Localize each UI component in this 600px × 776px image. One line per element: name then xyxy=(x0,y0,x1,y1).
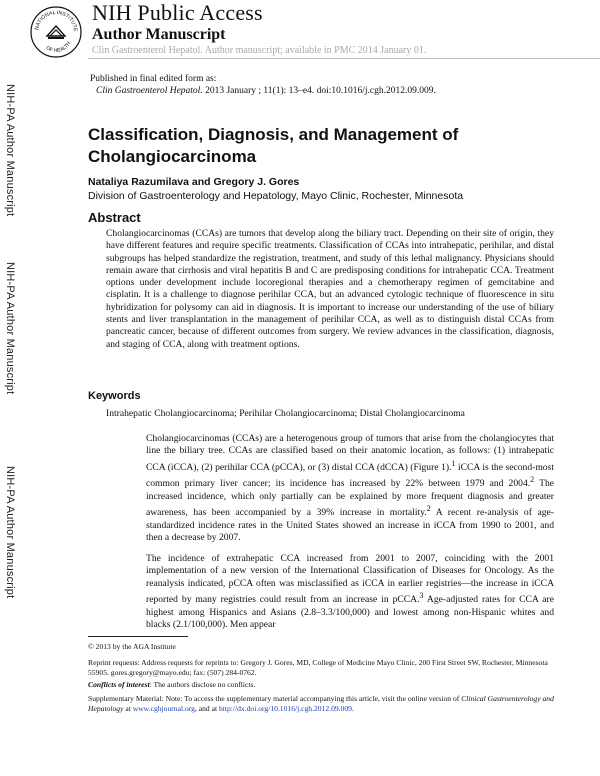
doi-link[interactable]: http://dx.doi.org/10.1016/j.cgh.2012.09.009 xyxy=(218,703,352,713)
reference-marker[interactable]: 2 xyxy=(426,504,431,514)
abstract-text: Cholangiocarcinomas (CCAs) are tumors that develop along the biliary tract. Depending on their site of origin, they have different features and require specific treatments. Classification of CCAs into intrahepatic, perihilar, and distal subgroups has helped standardize the registration, treatment, and study of this lethal malignancy. Physicians should remain aware that cirrhosis and viral hepatitis B and C are predisposing conditions for intrahepatic CCA. Treatment options under development include locoregional therapies and a chemotherapy regimen of gemcitabine and cisplatin. It is a challenge to diagnose perihilar CCA, but an advanced cytologic technique of fluorescence in situ hybridization for polysomy can aid in diagnosis. It is important to increase our understanding of the use of biliary stents and liver transplantation in the management of perihilar CCA, as well as to distinguish distal CCAs from pancreatic cancer, because of different outcomes from surgery. We review advances in the classification, diagnosis, and staging of CCA, along with treatment options. xyxy=(106,228,554,350)
citation-details: 2013 January ; 11(1): 13–e4. doi:10.1016/j.cgh.2012.09.009. xyxy=(202,86,436,96)
logo-text-top: NATIONAL INSTITUTE xyxy=(34,9,79,32)
side-label-bottom: NIH-PA Author Manuscript xyxy=(4,466,16,599)
nih-public-access-title: NIH Public Access xyxy=(92,0,263,25)
reference-marker[interactable]: 1 xyxy=(451,458,456,468)
logo-text-bottom: OF HEALTH xyxy=(44,40,73,55)
copyright-note: © 2013 by the AGA Institute xyxy=(88,642,176,651)
citation-line xyxy=(96,86,436,96)
author-manuscript-subtitle: Author Manuscript xyxy=(92,26,226,43)
conflicts-note: Conflicts of interest: The authors disclose no conflicts. xyxy=(88,680,256,689)
side-label-middle: NIH-PA Author Manuscript xyxy=(4,262,16,395)
supp-journal-name: Clinical Gastroenterology and Hepatology xyxy=(88,694,554,713)
header-rule xyxy=(88,58,600,59)
abstract-heading: Abstract xyxy=(88,210,141,225)
availability-citation: Clin Gastroenterol Hepatol. Author manuscript; available in PMC 2014 January 01. xyxy=(92,45,427,56)
reference-marker[interactable]: 2 xyxy=(530,475,535,485)
published-line: Published in final edited form as: xyxy=(90,74,217,84)
conflicts-label: Conflicts of interest xyxy=(88,680,150,689)
footnote-rule xyxy=(88,636,188,637)
article-authors: Nataliya Razumilava and Gregory J. Gores xyxy=(88,176,300,188)
nih-seal-logo xyxy=(30,6,82,58)
supplementary-note: Supplementary Material: Note: To access the supplementary material accompanying this article, visit the online version of Clinical Gastroenterology and Hepatology at www.cghjournal.org, and at http://dx.doi.org/10.1016/j.cgh.2012.09.009. xyxy=(88,694,554,713)
body-paragraph-2: The incidence of extrahepatic CCA increased from 2001 to 2007, coinciding with the 2001 implementation of a new version of the International Classification of Diseases for Oncology. As the reanalysis indicated, pCCA often was misclassified as iCCA in earlier registries—the increase in iCCA reported by many registries could result from an increase in pCCA.$^3$ Age-adjusted rates for CCA are highest among Hispanics and Asians (2.8–3.3/100,000) and lowest among non-Hispanic whites and blacks (2.1/100,000). Men appear xyxy=(146,553,554,631)
side-label-top: NIH-PA Author Manuscript xyxy=(4,84,16,217)
reference-marker[interactable]: 3 xyxy=(419,591,424,601)
reprint-requests-note: Reprint requests: Address requests for reprints to: Gregory J. Gores, MD, College of Medicine Mayo Clinic, 200 First Street SW, Rochester, Minnesota 55905. gores.gregory@mayo.edu; fax: (507) 284-0762. xyxy=(88,658,548,677)
article-title: Classification, Diagnosis, and Management of Cholangiocarcinoma xyxy=(88,125,459,166)
keywords-list: Intrahepatic Cholangiocarcinoma; Perihilar Cholangiocarcinoma; Distal Cholangiocarcinoma xyxy=(106,408,465,419)
keywords-heading: Keywords xyxy=(88,390,141,402)
article-affiliation: Division of Gastroenterology and Hepatology, Mayo Clinic, Rochester, Minnesota xyxy=(88,190,464,202)
body-paragraph-1: Cholangiocarcinomas (CCAs) are a heterogenous group of tumors that arise from the cholangiocytes that line the biliary tree. CCAs are classified based on their anatomic location, as follows: (1) intrahepatic CCA (iCCA), (2) perihilar CCA (pCCA), or (3) distal CCA (dCCA) (Figure 1).$^1$ iCCA is the second-most common primary liver cancer; its incidence has increased by 22% between 1979 and 2004.$^2$ The increased incidence, which only partially can be explained by more frequent diagnosis and greater awareness, has been accompanied by a 39% increase in mortality.$^2$ A recent re-analysis of age-standardized incidence rates in the United States showed an increase in iCCA from 1990 to 2001, and then a decrease by 2007. xyxy=(146,433,555,544)
journal-website-link[interactable]: www.cghjournal.org xyxy=(132,703,195,713)
citation-journal: Clin Gastroenterol Hepatol. xyxy=(96,86,203,96)
